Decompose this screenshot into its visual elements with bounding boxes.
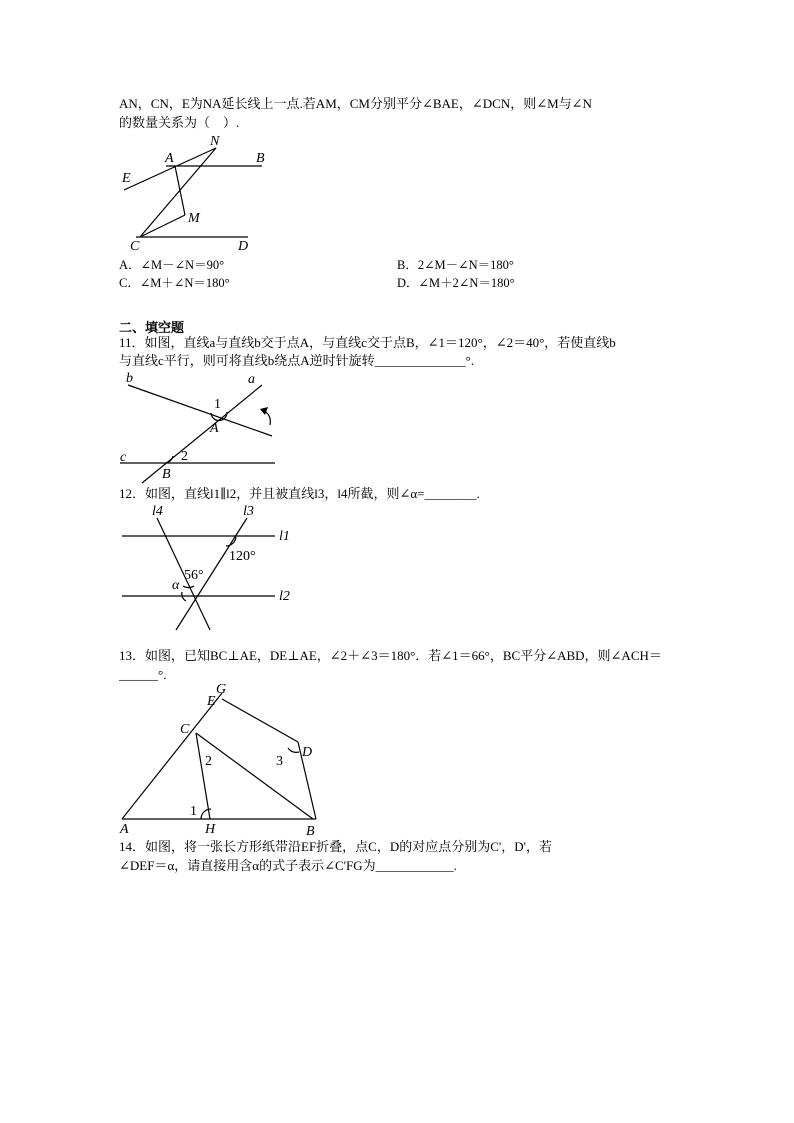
q11-label-c-line: c xyxy=(120,450,127,465)
q11-label-angle1: 1 xyxy=(214,397,221,412)
q10-option-c: C．∠M＋∠N＝180° xyxy=(119,276,230,290)
q12-label-l2: l2 xyxy=(279,589,290,604)
q12-label-120: 120° xyxy=(229,549,256,564)
q12-label-56: 56° xyxy=(184,568,204,583)
q10-option-a: A．∠M－∠N＝90° xyxy=(119,258,225,272)
q10-option-b: B．2∠M－∠N＝180° xyxy=(397,258,514,272)
q14-line2: ∠DEF＝α，请直接用含α的式子表示∠C'FG为____________. xyxy=(119,858,457,873)
q10-label-m: M xyxy=(188,211,200,226)
q13-label-d: D xyxy=(302,745,313,760)
q13-label-angle1: 1 xyxy=(190,804,197,819)
q13-label-angle3: 3 xyxy=(276,754,283,769)
q11-label-point-a: A xyxy=(210,421,219,436)
q13-label-e: E xyxy=(207,694,216,709)
q12-line1: 12．如图，直线l1∥l2，并且被直线l3，l4所截，则∠α=________. xyxy=(119,486,480,501)
q13-label-c: C xyxy=(180,722,190,737)
q12-label-l3: l3 xyxy=(243,504,254,519)
q11-label-b-line: b xyxy=(126,371,133,386)
q13-label-a: A xyxy=(120,822,129,837)
q10-label-n: N xyxy=(210,134,220,149)
q11-line1: 11．如图，直线a与直线b交于点A，与直线c交于点B，∠1＝120°，∠2＝40°，若使直线b xyxy=(119,335,616,350)
q10-label-c: C xyxy=(130,239,140,254)
q12-label-alpha: α xyxy=(172,578,180,593)
q13-line2: ______°. xyxy=(119,667,167,682)
q11-label-point-b: B xyxy=(162,467,171,482)
q14-line1: 14．如图，将一张长方形纸带沿EF折叠，点C，D的对应点分别为C'，D'，若 xyxy=(119,839,552,854)
q11-line2: 与直线c平行，则可将直线b绕点A逆时针旋转______________°. xyxy=(119,353,475,368)
q13-label-b: B xyxy=(306,824,315,839)
q13-label-angle2: 2 xyxy=(205,754,212,769)
q11-label-a-line: a xyxy=(248,372,255,387)
q10-label-a: A xyxy=(165,151,174,166)
q11-label-angle2: 2 xyxy=(181,449,188,464)
q13-label-g: G xyxy=(216,682,227,697)
q10-line2: 的数量关系为（ ）. xyxy=(119,115,240,130)
q10-option-d: D．∠M＋2∠N＝180° xyxy=(397,276,515,290)
q10-label-b: B xyxy=(256,151,265,166)
q12-label-l4: l4 xyxy=(152,504,163,519)
q13-line1: 13．如图，已知BC⊥AE，DE⊥AE，∠2＋∠3＝180°．若∠1＝66°，BC平分∠ABD，则∠ACH＝ xyxy=(119,648,662,663)
q13-label-h: H xyxy=(205,822,216,837)
q12-label-l1: l1 xyxy=(279,529,290,544)
q10-line1: AN，CN，E为NA延长线上一点.若AM，CM分别平分∠BAE，∠DCN，则∠M与∠N xyxy=(119,96,592,111)
section-title: 二、填空题 xyxy=(119,320,185,335)
q10-label-e: E xyxy=(122,171,131,186)
q10-label-d: D xyxy=(238,239,249,254)
